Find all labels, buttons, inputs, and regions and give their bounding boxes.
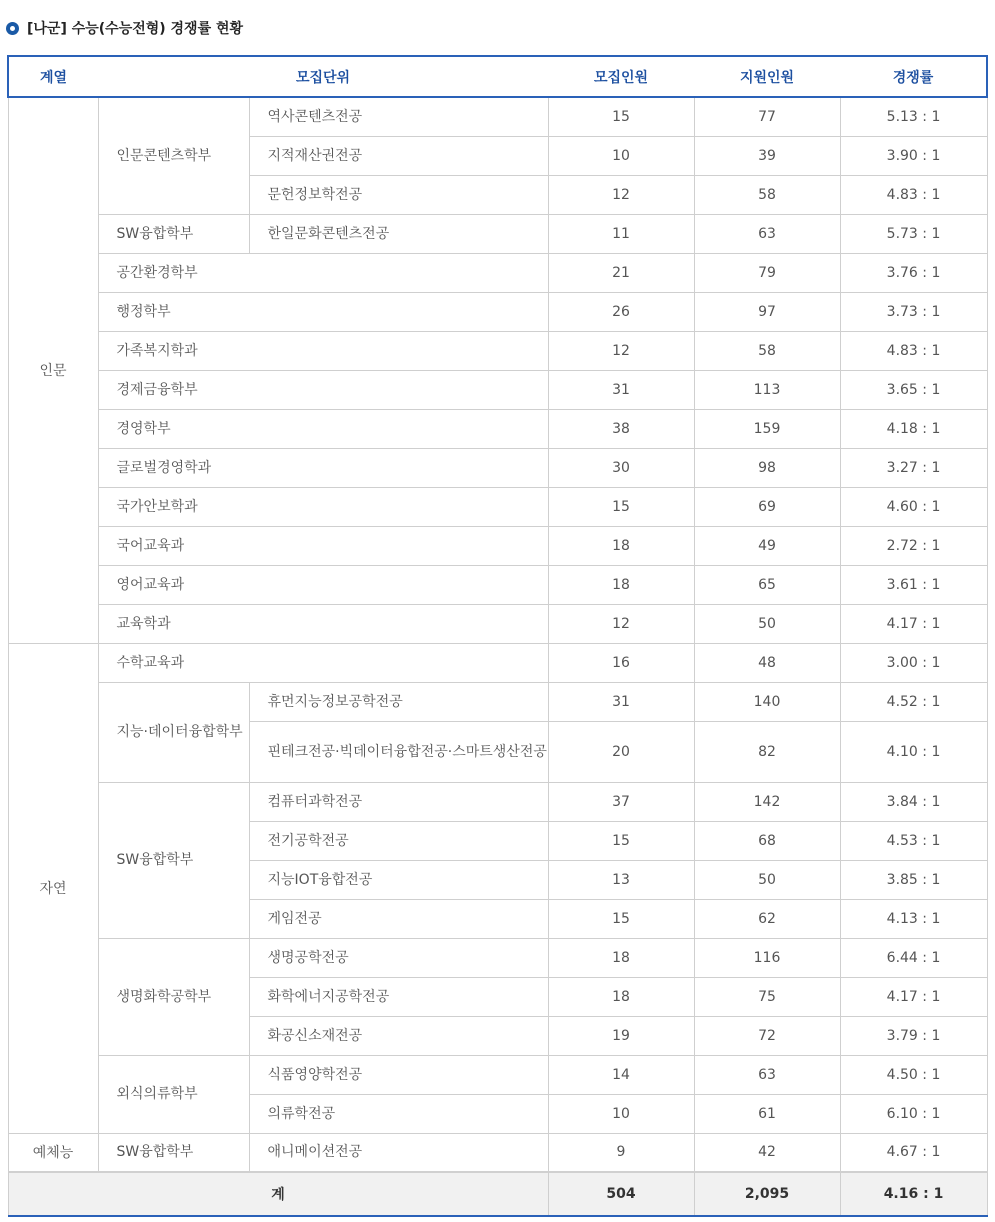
table-header-row xyxy=(8,56,987,97)
quota-cell: 11 xyxy=(548,214,694,253)
table-row xyxy=(8,682,987,721)
major-cell: 식품영양학전공 xyxy=(249,1055,548,1094)
header-group: 계열 xyxy=(8,56,98,97)
applicants-cell: 75 xyxy=(694,977,840,1016)
table-row xyxy=(8,1133,987,1172)
section-title-text: [나군] 수능(수능전형) 경쟁률 현황 xyxy=(27,21,244,37)
quota-cell: 38 xyxy=(548,409,694,448)
table-row xyxy=(8,409,987,448)
quota-cell: 20 xyxy=(548,721,694,782)
quota-cell: 13 xyxy=(548,860,694,899)
ratio-cell: 4.60 : 1 xyxy=(840,487,987,526)
table-row xyxy=(8,253,987,292)
ratio-cell: 4.67 : 1 xyxy=(840,1133,987,1172)
quota-cell: 14 xyxy=(548,1055,694,1094)
major-cell: 게임전공 xyxy=(249,899,548,938)
major-cell: 역사콘텐츠전공 xyxy=(249,97,548,136)
unit-cell: 행정학부 xyxy=(98,292,548,331)
ratio-cell: 3.73 : 1 xyxy=(840,292,987,331)
applicants-cell: 50 xyxy=(694,604,840,643)
table-row xyxy=(8,331,987,370)
total-row xyxy=(8,1172,987,1216)
unit-cell: 경제금융학부 xyxy=(98,370,548,409)
quota-cell: 12 xyxy=(548,331,694,370)
quota-cell: 30 xyxy=(548,448,694,487)
quota-cell: 18 xyxy=(548,938,694,977)
ratio-cell: 3.84 : 1 xyxy=(840,782,987,821)
table-row xyxy=(8,782,987,821)
table-row xyxy=(8,604,987,643)
quota-cell: 37 xyxy=(548,782,694,821)
major-cell: 의류학전공 xyxy=(249,1094,548,1133)
applicants-cell: 159 xyxy=(694,409,840,448)
quota-cell: 18 xyxy=(548,977,694,1016)
unit-cell: 영어교육과 xyxy=(98,565,548,604)
applicants-cell: 79 xyxy=(694,253,840,292)
applicants-cell: 113 xyxy=(694,370,840,409)
unit-cell: 지능·데이터융합학부 xyxy=(98,682,249,782)
header-quota: 모집인원 xyxy=(548,56,694,97)
quota-cell: 19 xyxy=(548,1016,694,1055)
ratio-cell: 6.44 : 1 xyxy=(840,938,987,977)
applicants-cell: 42 xyxy=(694,1133,840,1172)
applicants-cell: 49 xyxy=(694,526,840,565)
applicants-cell: 63 xyxy=(694,214,840,253)
ratio-cell: 3.76 : 1 xyxy=(840,253,987,292)
ratio-cell: 4.13 : 1 xyxy=(840,899,987,938)
ratio-cell: 3.85 : 1 xyxy=(840,860,987,899)
group-cell-yechae: 예체능 xyxy=(8,1133,98,1172)
quota-cell: 15 xyxy=(548,821,694,860)
ratio-cell: 4.52 : 1 xyxy=(840,682,987,721)
unit-cell: 수학교육과 xyxy=(98,643,548,682)
table-row xyxy=(8,938,987,977)
unit-cell: 공간환경학부 xyxy=(98,253,548,292)
applicants-cell: 58 xyxy=(694,175,840,214)
applicants-cell: 77 xyxy=(694,97,840,136)
quota-cell: 12 xyxy=(548,175,694,214)
applicants-cell: 116 xyxy=(694,938,840,977)
ratio-cell: 3.90 : 1 xyxy=(840,136,987,175)
quota-cell: 21 xyxy=(548,253,694,292)
table-row xyxy=(8,1055,987,1094)
total-ratio: 4.16 : 1 xyxy=(840,1172,987,1216)
unit-cell: SW융합학부 xyxy=(98,1133,249,1172)
major-cell: 휴먼지능정보공학전공 xyxy=(249,682,548,721)
applicants-cell: 98 xyxy=(694,448,840,487)
table-row xyxy=(8,214,987,253)
table-row xyxy=(8,487,987,526)
major-cell: 문헌정보학전공 xyxy=(249,175,548,214)
applicants-cell: 39 xyxy=(694,136,840,175)
ratio-cell: 4.53 : 1 xyxy=(840,821,987,860)
applicants-cell: 68 xyxy=(694,821,840,860)
competition-rate-table xyxy=(7,55,988,1217)
group-cell-inmun: 인문 xyxy=(8,97,98,643)
circle-bullet-icon xyxy=(6,22,19,35)
ratio-cell: 4.83 : 1 xyxy=(840,331,987,370)
quota-cell: 18 xyxy=(548,526,694,565)
ratio-cell: 4.18 : 1 xyxy=(840,409,987,448)
applicants-cell: 63 xyxy=(694,1055,840,1094)
ratio-cell: 3.65 : 1 xyxy=(840,370,987,409)
quota-cell: 16 xyxy=(548,643,694,682)
unit-cell: 국가안보학과 xyxy=(98,487,548,526)
applicants-cell: 48 xyxy=(694,643,840,682)
ratio-cell: 5.13 : 1 xyxy=(840,97,987,136)
major-cell: 지적재산권전공 xyxy=(249,136,548,175)
table-row xyxy=(8,448,987,487)
unit-cell: SW융합학부 xyxy=(98,214,249,253)
major-cell: 전기공학전공 xyxy=(249,821,548,860)
applicants-cell: 65 xyxy=(694,565,840,604)
major-cell: 핀테크전공·빅데이터융합전공·스마트생산전공 xyxy=(249,721,548,782)
quota-cell: 15 xyxy=(548,487,694,526)
major-cell: 생명공학전공 xyxy=(249,938,548,977)
table-row xyxy=(8,526,987,565)
table-row xyxy=(8,643,987,682)
quota-cell: 26 xyxy=(548,292,694,331)
section-title xyxy=(6,16,243,40)
ratio-cell: 3.27 : 1 xyxy=(840,448,987,487)
major-cell: 컴퓨터과학전공 xyxy=(249,782,548,821)
ratio-cell: 3.00 : 1 xyxy=(840,643,987,682)
total-label: 계 xyxy=(8,1172,548,1216)
ratio-cell: 4.10 : 1 xyxy=(840,721,987,782)
unit-cell: 경영학부 xyxy=(98,409,548,448)
applicants-cell: 61 xyxy=(694,1094,840,1133)
quota-cell: 9 xyxy=(548,1133,694,1172)
ratio-cell: 3.61 : 1 xyxy=(840,565,987,604)
major-cell: 애니메이션전공 xyxy=(249,1133,548,1172)
applicants-cell: 69 xyxy=(694,487,840,526)
applicants-cell: 72 xyxy=(694,1016,840,1055)
ratio-cell: 4.17 : 1 xyxy=(840,604,987,643)
unit-cell: SW융합학부 xyxy=(98,782,249,938)
table-row xyxy=(8,292,987,331)
applicants-cell: 140 xyxy=(694,682,840,721)
major-cell: 화공신소재전공 xyxy=(249,1016,548,1055)
unit-cell: 생명화학공학부 xyxy=(98,938,249,1055)
quota-cell: 18 xyxy=(548,565,694,604)
quota-cell: 10 xyxy=(548,1094,694,1133)
quota-cell: 12 xyxy=(548,604,694,643)
unit-cell: 인문콘텐츠학부 xyxy=(98,97,249,214)
ratio-cell: 4.83 : 1 xyxy=(840,175,987,214)
major-cell: 화학에너지공학전공 xyxy=(249,977,548,1016)
applicants-cell: 58 xyxy=(694,331,840,370)
quota-cell: 31 xyxy=(548,370,694,409)
ratio-cell: 4.50 : 1 xyxy=(840,1055,987,1094)
table-row xyxy=(8,565,987,604)
quota-cell: 31 xyxy=(548,682,694,721)
ratio-cell: 2.72 : 1 xyxy=(840,526,987,565)
applicants-cell: 142 xyxy=(694,782,840,821)
unit-cell: 외식의류학부 xyxy=(98,1055,249,1133)
header-ratio: 경쟁률 xyxy=(840,56,987,97)
ratio-cell: 6.10 : 1 xyxy=(840,1094,987,1133)
applicants-cell: 50 xyxy=(694,860,840,899)
applicants-cell: 82 xyxy=(694,721,840,782)
table-row xyxy=(8,370,987,409)
unit-cell: 가족복지학과 xyxy=(98,331,548,370)
major-cell: 한일문화콘텐츠전공 xyxy=(249,214,548,253)
ratio-cell: 5.73 : 1 xyxy=(840,214,987,253)
unit-cell: 글로벌경영학과 xyxy=(98,448,548,487)
ratio-cell: 4.17 : 1 xyxy=(840,977,987,1016)
group-cell-jayeon: 자연 xyxy=(8,643,98,1133)
major-cell: 지능IOT융합전공 xyxy=(249,860,548,899)
total-quota: 504 xyxy=(548,1172,694,1216)
total-applicants: 2,095 xyxy=(694,1172,840,1216)
ratio-cell: 3.79 : 1 xyxy=(840,1016,987,1055)
quota-cell: 15 xyxy=(548,899,694,938)
header-unit: 모집단위 xyxy=(98,56,548,97)
quota-cell: 15 xyxy=(548,97,694,136)
unit-cell: 교육학과 xyxy=(98,604,548,643)
unit-cell: 국어교육과 xyxy=(98,526,548,565)
quota-cell: 10 xyxy=(548,136,694,175)
applicants-cell: 97 xyxy=(694,292,840,331)
header-applicants: 지원인원 xyxy=(694,56,840,97)
table-row xyxy=(8,97,987,136)
applicants-cell: 62 xyxy=(694,899,840,938)
